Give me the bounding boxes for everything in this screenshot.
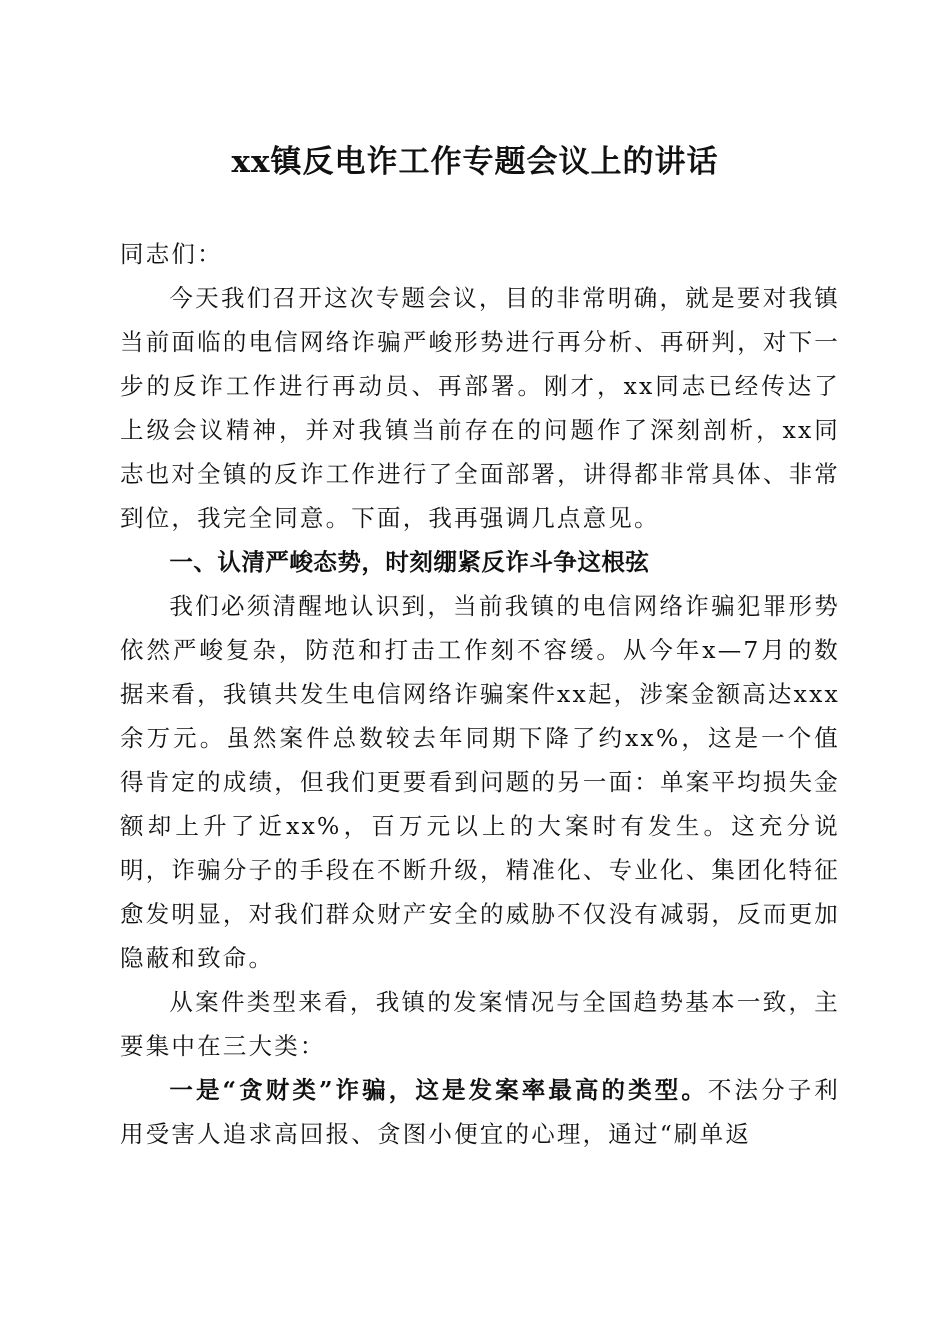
- opening-paragraph: 今天我们召开这次专题会议，目的非常明确，就是要对我镇当前面临的电信网络诈骗严峻形势进行再分析、再研判，对下一步的反诈工作进行再动员、再部署。刚才，xx同志已经传达了上级会议精神，并对我镇当前存在的问题作了深刻剖析，xx同志也对全镇的反诈工作进行了全面部署，讲得都非常具体、非常到位，我完全同意。下面，我再强调几点意见。: [120, 284, 840, 532]
- document-title: xx镇反电诈工作专题会议上的讲话: [231, 144, 719, 180]
- salutation: 同志们：: [120, 240, 223, 268]
- situation-paragraph: 我们必须清醒地认识到，当前我镇的电信网络诈骗犯罪形势依然严峻复杂，防范和打击工作刻不容缓。从今年x—7月的数据来看，我镇共发生电信网络诈骗案件xx起，涉案金额高达xxx余万元。虽然案件总数较去年同期下降了约xx%，这是一个值得肯定的成绩，但我们更要看到问题的另一面：单案平均损失金额却上升了近xx%，百万元以上的大案时有发生。这充分说明，诈骗分子的手段在不断升级，精准化、专业化、集团化特征愈发明显，对我们群众财产安全的威胁不仅没有减弱，反而更加隐蔽和致命。: [120, 592, 840, 972]
- document-body: [120, 232, 840, 1156]
- section-heading-1: 一、认清严峻态势，时刻绷紧反诈斗争这根弦: [169, 548, 650, 576]
- case-types-paragraph: 从案件类型来看，我镇的发案情况与全国趋势基本一致，主要集中在三大类：: [120, 988, 840, 1060]
- greed-fraud-lead: 一是“贪财类”诈骗，这是发案率最高的类型。: [169, 1076, 708, 1104]
- greed-fraud-text: 不法分子利用受害人追求高回报、贪图小便宜的心理，通过“刷单返: [120, 1076, 841, 1148]
- greed-fraud-paragraph: [120, 1068, 840, 1156]
